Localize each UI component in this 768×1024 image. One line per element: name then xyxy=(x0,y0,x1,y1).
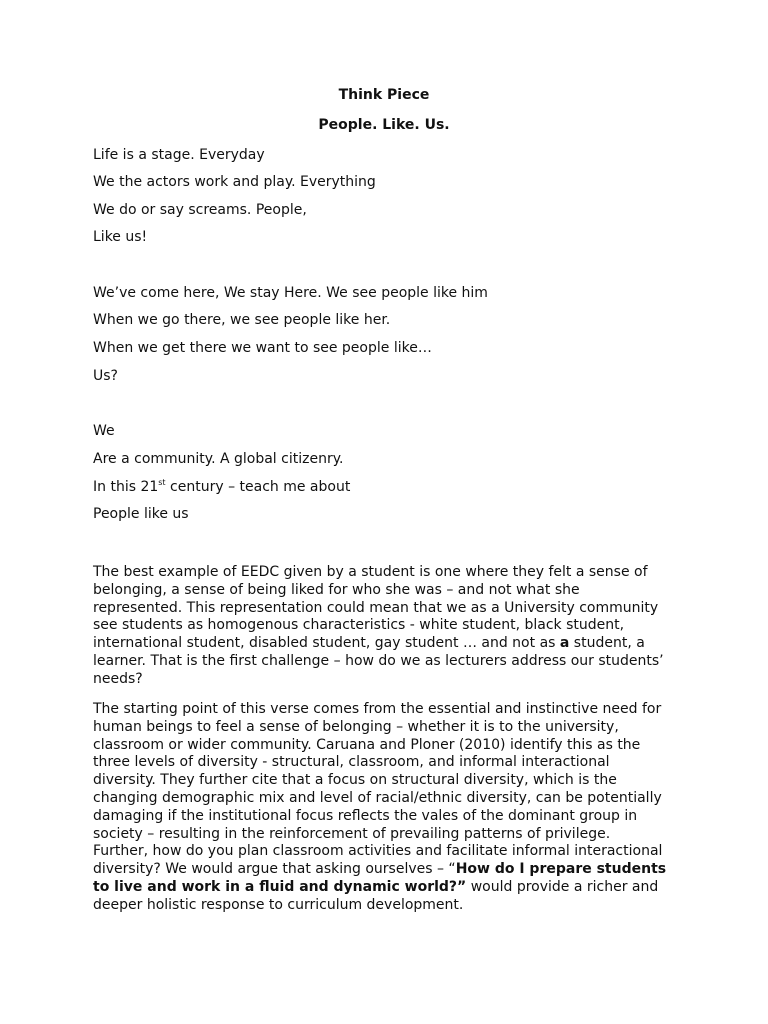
paragraph-line: deeper holistic response to curriculum development. xyxy=(93,896,464,913)
poem-line-text: century – teach me about xyxy=(165,479,351,495)
emphasis-text: How do I prepare students xyxy=(455,861,667,878)
poem-line: Like us! xyxy=(93,229,148,245)
paragraph-line: see students as homogenous characteristics - white student, black student, xyxy=(93,617,625,634)
paragraph-text: would provide a richer and xyxy=(466,878,659,895)
paragraph-line: damaging if the institutional focus reflects the vales of the dominant group in xyxy=(93,807,638,824)
poem-line: Us? xyxy=(93,368,118,384)
paragraph-line: needs? xyxy=(93,670,143,687)
body-paragraph xyxy=(93,701,693,915)
paragraph-line: belonging, a sense of being liked for who she was – and not what she xyxy=(93,581,580,598)
emphasis-text: a xyxy=(559,635,570,652)
paragraph-line: learner. That is the first challenge – how do we as lecturers address our students’ xyxy=(93,652,664,669)
document-title: Think Piece xyxy=(338,87,430,103)
paragraph-line xyxy=(93,635,693,653)
paragraph-text: student, a xyxy=(569,635,645,652)
poem-line: We xyxy=(93,423,115,439)
poem-line-text: In this 21 xyxy=(93,479,159,495)
poem-line: Are a community. A global citizenry. xyxy=(93,451,344,467)
paragraph-line: three levels of diversity - structural, classroom, and informal interactional xyxy=(93,754,610,771)
ordinal-suffix: st xyxy=(158,478,166,487)
paragraph-line: The best example of EEDC given by a student is one where they felt a sense of xyxy=(93,564,648,580)
paragraph-line: changing demographic mix and level of racial/ethnic diversity, can be potentially xyxy=(93,789,662,806)
paragraph-line: diversity. They further cite that a focus on structural diversity, which is the xyxy=(93,772,617,789)
paragraph-line: classroom or wider community. Caruana and Ploner (2010) identify this as the xyxy=(93,736,641,753)
document-subtitle: People. Like. Us. xyxy=(318,117,450,133)
paragraph-line: human beings to feel a sense of belonging – whether it is to the university, xyxy=(93,718,619,735)
paragraph-line: The starting point of this verse comes from the essential and instinctive need for xyxy=(93,701,662,717)
poem-line: When we go there, we see people like her. xyxy=(93,312,391,328)
poem-line xyxy=(93,478,350,496)
emphasis-text: to live and work in a fluid and dynamic world?” xyxy=(93,878,467,895)
poem-line: We’ve come here, We stay Here. We see people like him xyxy=(93,285,488,301)
poem-line: We the actors work and play. Everything xyxy=(93,174,376,190)
paragraph-line xyxy=(93,861,693,879)
poem-line: Life is a stage. Everyday xyxy=(93,147,265,163)
paragraph-line: represented. This representation could mean that we as a University community xyxy=(93,599,659,616)
paragraph-text: diversity? We would argue that asking ourselves – “ xyxy=(93,861,456,878)
paragraph-line xyxy=(93,879,693,897)
body-paragraph xyxy=(93,564,693,689)
paragraph-line: Further, how do you plan classroom activities and facilitate informal interactional xyxy=(93,843,663,860)
paragraph-line: society – resulting in the reinforcement of prevailing patterns of privilege. xyxy=(93,825,611,842)
poem-line: We do or say screams. People, xyxy=(93,202,307,218)
paragraph-text: international student, disabled student, gay student … and not as xyxy=(93,635,560,652)
poem-line: People like us xyxy=(93,506,189,522)
poem-line: When we get there we want to see people like… xyxy=(93,340,432,356)
